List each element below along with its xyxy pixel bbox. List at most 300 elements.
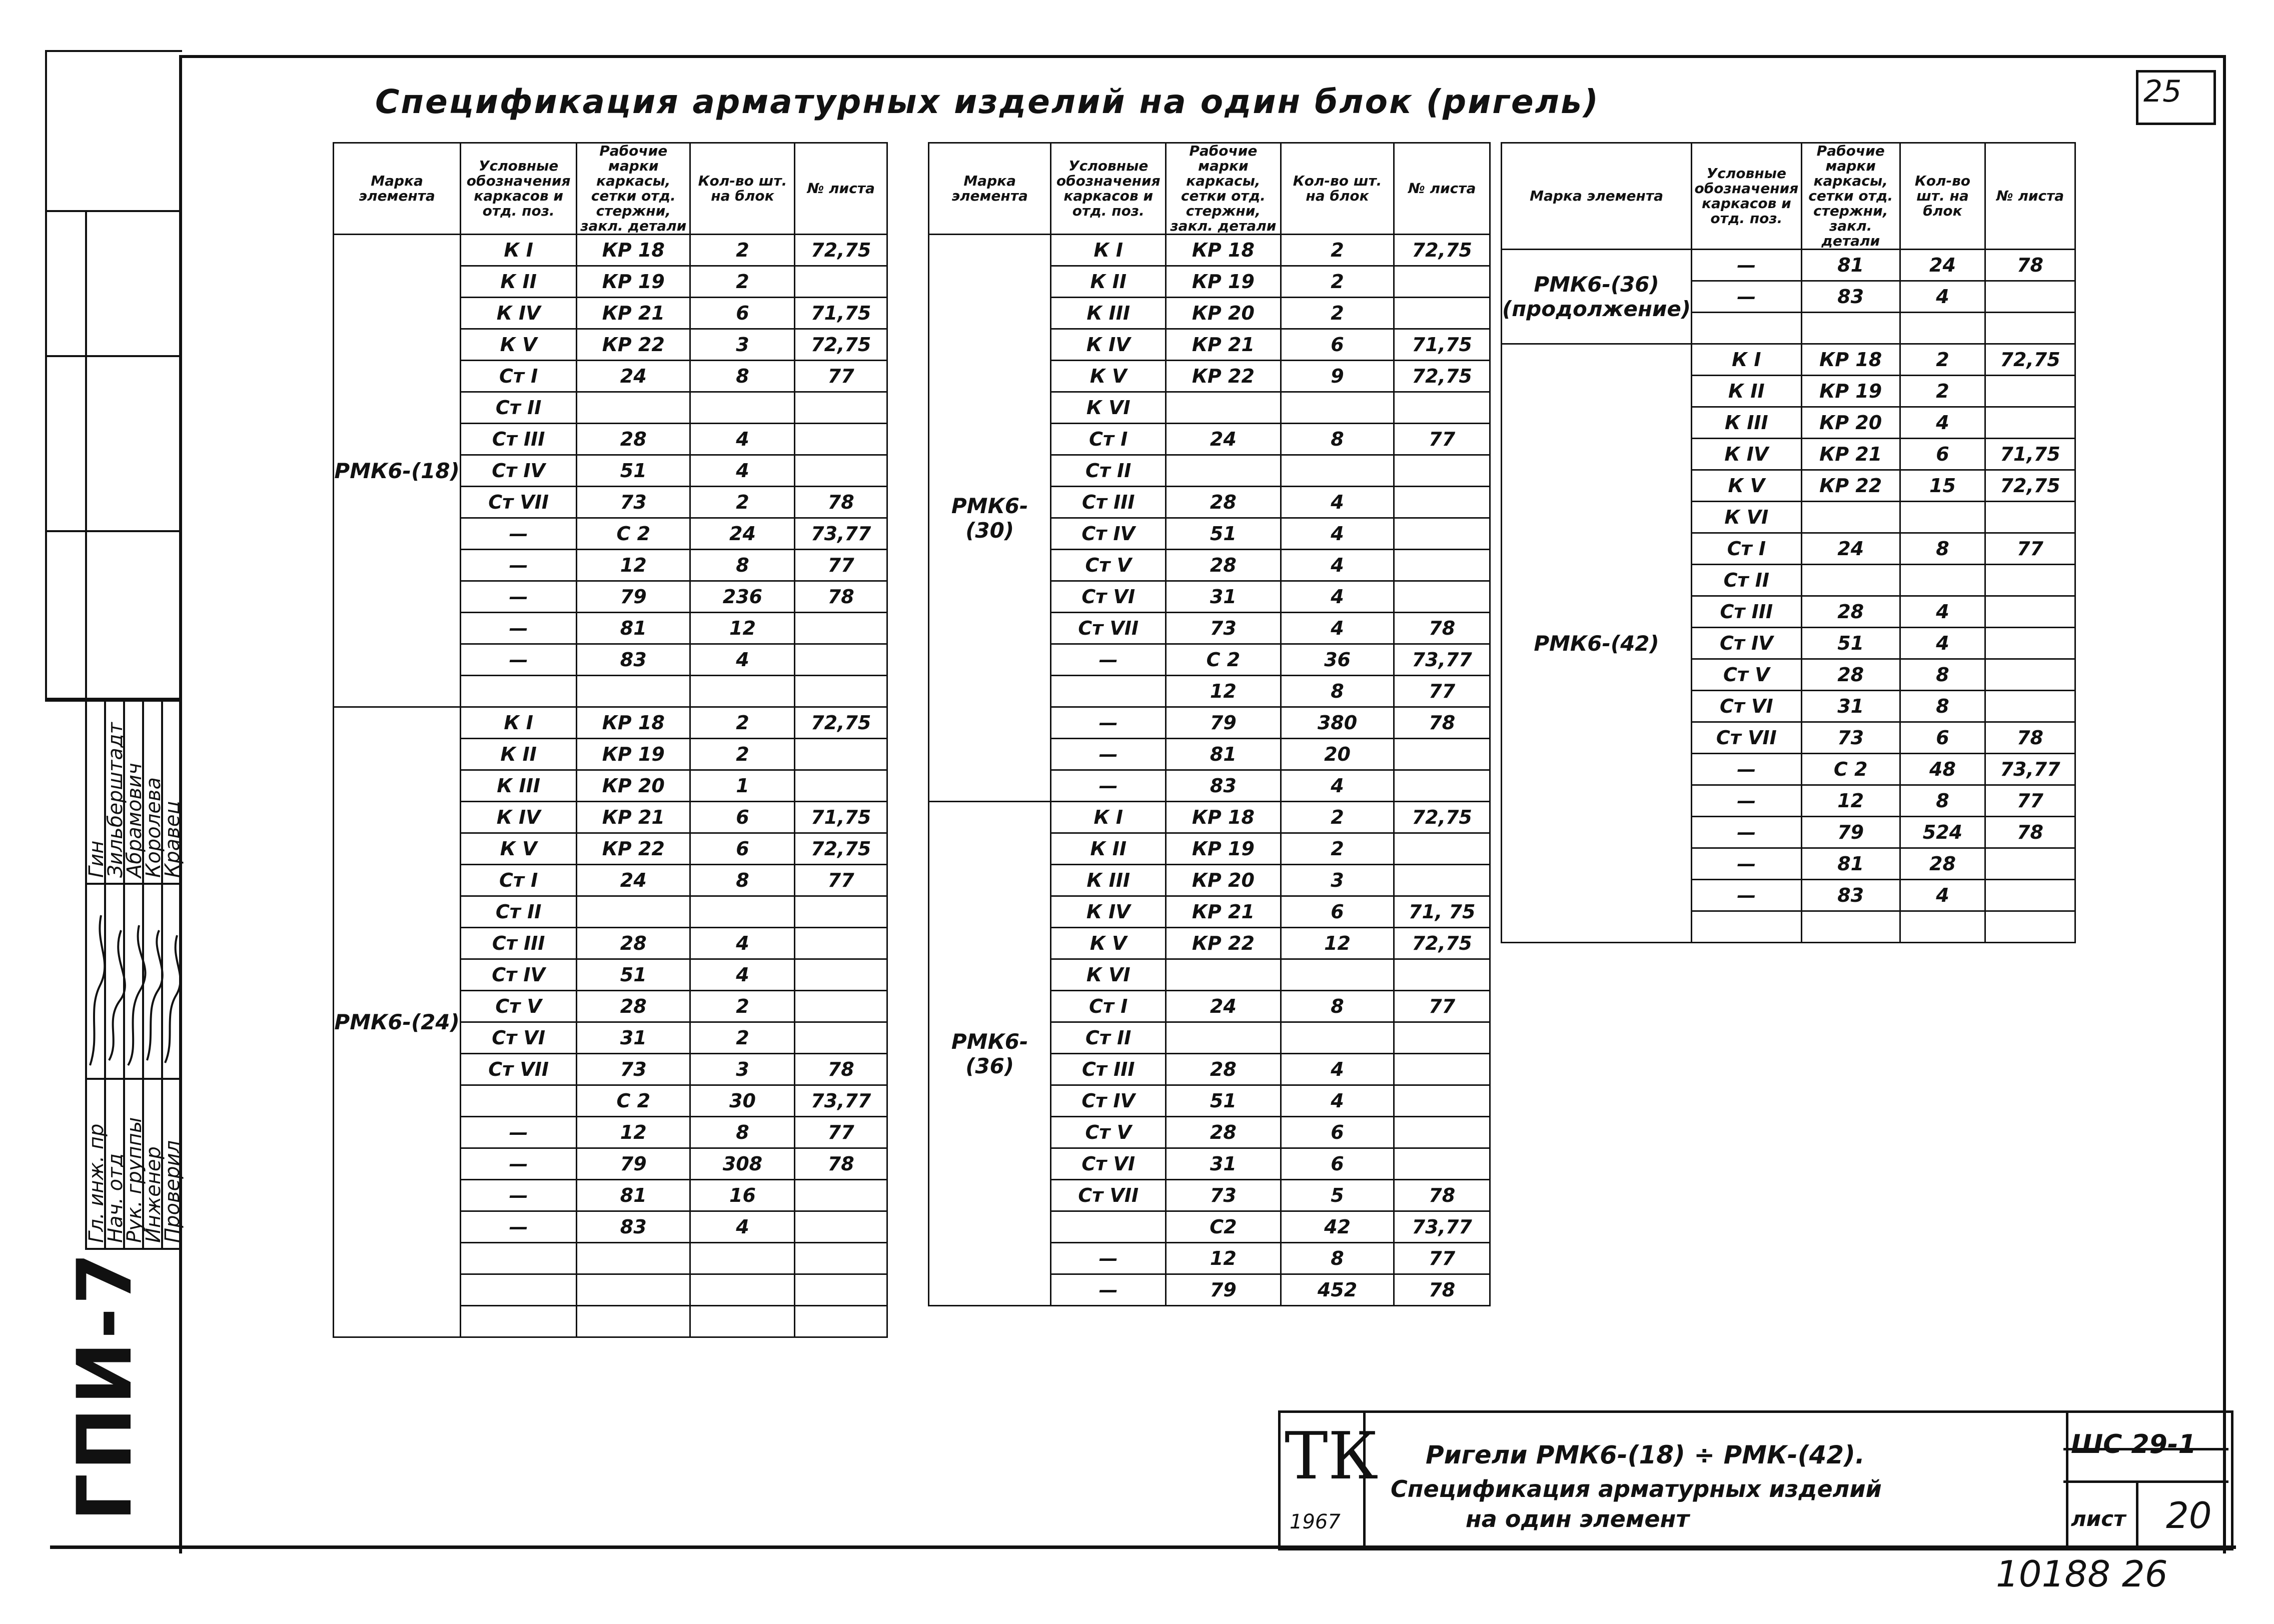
cell-sheet: 78	[1985, 250, 2075, 281]
cell-desig: К VI	[1051, 959, 1166, 991]
cell-desig: Ст V	[461, 991, 577, 1022]
cell-desig: К IV	[1051, 896, 1166, 928]
cell-desig: Ст I	[1051, 424, 1166, 455]
cell-qty: 2	[690, 266, 795, 298]
col-qty-header: Кол-во шт. на блок	[1900, 143, 1985, 250]
cell-desig: Ст III	[1051, 487, 1166, 518]
cell-sheet	[1985, 659, 2075, 691]
cell-sheet: 73,77	[795, 1085, 887, 1117]
spec-table-1	[333, 142, 888, 1338]
cell-desig: Ст V	[1692, 659, 1802, 691]
cell-qty: 8	[1900, 691, 1985, 722]
cell-work: КР 18	[1166, 235, 1281, 266]
page-title: Спецификация арматурных изделий на один блок (ригель)	[375, 83, 1600, 121]
cell-work	[577, 896, 690, 928]
cell-desig	[461, 1085, 577, 1117]
cell-sheet: 72,75	[1394, 928, 1490, 959]
cell-sheet	[1394, 959, 1490, 991]
cell-qty: 5	[1281, 1180, 1394, 1211]
cell-work	[577, 1274, 690, 1306]
cell-work: КР 22	[1166, 928, 1281, 959]
cell-sheet: 72,75	[1394, 235, 1490, 266]
cell-work: КР 19	[1166, 833, 1281, 865]
cell-work: 31	[577, 1022, 690, 1054]
cell-sheet	[1394, 1117, 1490, 1148]
cell-desig: Ст IV	[1692, 628, 1802, 659]
cell-sheet	[795, 1180, 887, 1211]
cell-desig: —	[1051, 707, 1166, 739]
cell-qty: 8	[1900, 659, 1985, 691]
cell-sheet: 77	[795, 550, 887, 581]
cell-work: КР 20	[1166, 865, 1281, 896]
cell-sheet: 78	[795, 487, 887, 518]
cell-qty: 8	[690, 1117, 795, 1148]
cell-qty: 4	[1281, 770, 1394, 802]
cell-qty: 8	[1281, 1243, 1394, 1274]
cell-qty: 6	[1281, 896, 1394, 928]
cell-sheet	[795, 424, 887, 455]
tk-year: 1967	[1290, 1510, 1341, 1533]
cell-desig: —	[1051, 1274, 1166, 1306]
stamp-divider	[45, 530, 180, 532]
cell-sheet: 77	[1394, 424, 1490, 455]
cell-qty	[690, 1306, 795, 1337]
cell-work: 28	[1166, 1117, 1281, 1148]
col-working-marks-header: Рабочие марки каркасы, сетки отд. стержни, закл. детали	[577, 143, 690, 235]
cell-desig: —	[461, 644, 577, 676]
cell-work: 24	[577, 865, 690, 896]
cell-work: 24	[577, 361, 690, 392]
cell-sheet: 72,75	[1985, 344, 2075, 376]
cell-qty: 4	[1281, 518, 1394, 550]
cell-desig: —	[461, 1180, 577, 1211]
cell-sheet	[1394, 739, 1490, 770]
cell-work: 24	[1801, 533, 1900, 565]
cell-qty: 4	[1900, 281, 1985, 313]
cell-sheet: 72,75	[795, 329, 887, 361]
cell-work: КР 19	[1801, 376, 1900, 407]
cell-desig: К V	[1051, 928, 1166, 959]
cell-work: 28	[577, 424, 690, 455]
cell-desig: Ст I	[1692, 533, 1802, 565]
cell-desig: Ст V	[1051, 550, 1166, 581]
cell-qty: 8	[690, 361, 795, 392]
cell-work: С 2	[577, 1085, 690, 1117]
cell-qty: 3	[690, 329, 795, 361]
cell-work: КР 20	[1166, 298, 1281, 329]
element-mark: РМК6-(36) (продолжение)	[1502, 250, 1692, 344]
cell-work	[1166, 959, 1281, 991]
cell-sheet: 71, 75	[1394, 896, 1490, 928]
cell-qty: 16	[690, 1180, 795, 1211]
cell-desig: Ст VI	[461, 1022, 577, 1054]
cell-sheet	[795, 770, 887, 802]
cell-desig: —	[1692, 754, 1802, 785]
cell-qty: 24	[1900, 250, 1985, 281]
cell-desig: —	[461, 1211, 577, 1243]
cell-sheet	[1394, 518, 1490, 550]
cell-desig: —	[1051, 770, 1166, 802]
cell-work: 83	[577, 1211, 690, 1243]
cell-qty: 2	[1281, 235, 1394, 266]
cell-sheet: 72,75	[1394, 802, 1490, 833]
cell-work: КР 21	[1166, 329, 1281, 361]
cell-work: КР 22	[1801, 470, 1900, 502]
cell-sheet: 71,75	[1394, 329, 1490, 361]
cell-qty: 36	[1281, 644, 1394, 676]
cell-desig: К VI	[1692, 502, 1802, 533]
cell-qty: 6	[1281, 1148, 1394, 1180]
cell-work: 28	[577, 928, 690, 959]
cell-desig: Ст II	[1051, 1022, 1166, 1054]
cell-qty	[1900, 313, 1985, 344]
cell-sheet: 77	[1394, 991, 1490, 1022]
cell-work: КР 20	[577, 770, 690, 802]
cell-desig: —	[461, 1148, 577, 1180]
cell-sheet: 72,75	[795, 833, 887, 865]
cell-sheet	[795, 739, 887, 770]
cell-qty: 2	[1281, 833, 1394, 865]
cell-desig: —	[1692, 848, 1802, 880]
cell-qty: 3	[690, 1054, 795, 1085]
col-sheet-header: № листа	[1985, 143, 2075, 250]
cell-work: 83	[1801, 281, 1900, 313]
col-working-marks-header: Рабочие марки каркасы, сетки отд. стержни, закл. детали	[1166, 143, 1281, 235]
cell-work: С 2	[1801, 754, 1900, 785]
cell-work: 28	[1166, 1054, 1281, 1085]
cell-desig: —	[1692, 880, 1802, 911]
cell-work: КР 21	[1801, 439, 1900, 470]
cell-qty: 524	[1900, 817, 1985, 848]
cell-qty: 4	[1281, 613, 1394, 644]
cell-qty: 4	[690, 644, 795, 676]
cell-work: 79	[577, 581, 690, 613]
table-row	[929, 802, 1490, 833]
cell-work: 12	[577, 1117, 690, 1148]
cell-desig: К III	[1051, 298, 1166, 329]
cell-qty: 6	[1900, 722, 1985, 754]
cell-desig: К V	[461, 833, 577, 865]
cell-work: 81	[1801, 250, 1900, 281]
sig-row-line	[85, 698, 180, 700]
spec-table-2	[928, 142, 1491, 1306]
cell-sheet	[1394, 455, 1490, 487]
cell-work: КР 19	[1166, 266, 1281, 298]
cell-desig: —	[461, 581, 577, 613]
cell-sheet	[1394, 865, 1490, 896]
cell-desig: К III	[461, 770, 577, 802]
cell-desig: К IV	[1692, 439, 1802, 470]
cell-desig: К V	[461, 329, 577, 361]
table-row	[334, 707, 887, 739]
cell-work: 81	[1166, 739, 1281, 770]
cell-qty: 4	[690, 424, 795, 455]
cell-qty: 30	[690, 1085, 795, 1117]
sig-row-line	[85, 1078, 180, 1080]
group-rmk6-18	[334, 235, 887, 707]
cell-work: КР 21	[577, 802, 690, 833]
cell-desig: Ст III	[1051, 1054, 1166, 1085]
cell-sheet: 71,75	[795, 298, 887, 329]
cell-desig: Ст I	[461, 361, 577, 392]
cell-desig: К V	[1051, 361, 1166, 392]
cell-sheet: 73,77	[1985, 754, 2075, 785]
cell-sheet	[1394, 1022, 1490, 1054]
cell-work: С 2	[577, 518, 690, 550]
cell-desig: —	[461, 613, 577, 644]
cell-qty: 4	[1900, 407, 1985, 439]
cell-sheet	[1394, 833, 1490, 865]
cell-desig: —	[461, 550, 577, 581]
table-header-row	[929, 143, 1490, 235]
cell-work: 28	[1801, 659, 1900, 691]
cell-sheet: 72,75	[1985, 470, 2075, 502]
tk-logo: ТК	[1285, 1418, 1379, 1494]
title-block-divider	[2063, 1480, 2228, 1483]
name-label: Гин	[85, 840, 108, 878]
cell-work	[577, 1306, 690, 1337]
cell-qty: 20	[1281, 739, 1394, 770]
cell-desig: Ст V	[1051, 1117, 1166, 1148]
col-mark-header: Марка элемента	[1502, 143, 1692, 250]
cell-sheet: 78	[795, 1054, 887, 1085]
cell-work: 28	[1166, 487, 1281, 518]
cell-qty: 28	[1900, 848, 1985, 880]
cell-work: 73	[577, 487, 690, 518]
cell-qty: 6	[690, 833, 795, 865]
cell-desig: К IV	[461, 802, 577, 833]
cell-work	[1801, 502, 1900, 533]
cell-desig	[461, 1274, 577, 1306]
cell-desig: К II	[1051, 266, 1166, 298]
cell-desig: Ст IV	[1051, 518, 1166, 550]
element-mark: РМК6-(24)	[334, 707, 461, 1337]
cell-sheet	[795, 1243, 887, 1274]
group-rmk6-24	[334, 707, 887, 1337]
cell-desig	[1051, 676, 1166, 707]
cell-sheet	[1394, 1054, 1490, 1085]
cell-work: 31	[1801, 691, 1900, 722]
cell-work	[1166, 1022, 1281, 1054]
cell-sheet: 77	[795, 865, 887, 896]
cell-work: КР 18	[577, 707, 690, 739]
cell-desig: К II	[1051, 833, 1166, 865]
cell-qty	[1900, 911, 1985, 943]
table-row	[1502, 344, 2075, 376]
title-block-line3: на один элемент	[1466, 1505, 1690, 1532]
cell-qty: 8	[1281, 424, 1394, 455]
cell-sheet	[795, 266, 887, 298]
cell-sheet	[1985, 848, 2075, 880]
cell-desig: К II	[461, 266, 577, 298]
cell-sheet: 72,75	[1394, 361, 1490, 392]
cell-desig: К I	[1051, 802, 1166, 833]
cell-qty	[1281, 959, 1394, 991]
cell-desig: К IV	[461, 298, 577, 329]
archive-number: 10188 26	[1996, 1553, 2168, 1595]
cell-qty: 12	[1281, 928, 1394, 959]
col-designation-header: Условные обозначения каркасов и отд. поз.	[1051, 143, 1166, 235]
cell-qty: 4	[1281, 1085, 1394, 1117]
cell-work: 83	[577, 644, 690, 676]
cell-work: КР 21	[1166, 896, 1281, 928]
element-mark: РМК6-(18)	[334, 235, 461, 707]
cell-sheet	[1394, 266, 1490, 298]
cell-qty: 2	[690, 487, 795, 518]
role-label: Инженер	[142, 1146, 165, 1243]
name-label: Королева	[142, 777, 165, 878]
cell-qty: 6	[1281, 1117, 1394, 1148]
cell-work: 83	[1801, 880, 1900, 911]
cell-work: 81	[577, 1180, 690, 1211]
cell-sheet	[1985, 911, 2075, 943]
cell-work	[577, 392, 690, 424]
cell-sheet	[795, 896, 887, 928]
cell-qty	[1281, 1022, 1394, 1054]
role-label: Гл. инж. пр	[85, 1123, 108, 1243]
stamp-divider	[45, 210, 180, 212]
cell-qty: 4	[690, 455, 795, 487]
name-label: Кравец	[161, 801, 184, 878]
cell-sheet	[795, 1306, 887, 1337]
cell-desig: Ст III	[461, 424, 577, 455]
cell-desig: Ст VII	[1051, 613, 1166, 644]
cell-sheet	[1985, 596, 2075, 628]
cell-desig: —	[1692, 250, 1802, 281]
cell-work: 79	[1166, 707, 1281, 739]
role-label: Рук. группы	[123, 1117, 146, 1243]
cell-work: 12	[1166, 1243, 1281, 1274]
cell-sheet	[795, 1274, 887, 1306]
cell-qty: 8	[1281, 991, 1394, 1022]
sheet-number: 20	[2166, 1494, 2212, 1536]
cell-desig	[1692, 911, 1802, 943]
cell-desig: К III	[1692, 407, 1802, 439]
col-sheet-header: № листа	[1394, 143, 1490, 235]
title-block-divider	[2136, 1480, 2138, 1545]
cell-qty: 4	[1900, 596, 1985, 628]
cell-work	[1166, 455, 1281, 487]
cell-desig: Ст II	[461, 392, 577, 424]
cell-desig: Ст VII	[1051, 1180, 1166, 1211]
col-mark-header: Марка элемента	[334, 143, 461, 235]
signature-grid	[85, 698, 184, 1248]
cell-work: 51	[577, 455, 690, 487]
cell-qty: 2	[1281, 298, 1394, 329]
cell-desig	[461, 1243, 577, 1274]
cell-sheet	[795, 392, 887, 424]
stamp-divider	[45, 355, 180, 357]
cell-qty: 2	[690, 991, 795, 1022]
role-label: Нач. отд	[104, 1153, 127, 1243]
cell-work	[1801, 911, 1900, 943]
cell-sheet: 71,75	[1985, 439, 2075, 470]
cell-desig: Ст IV	[461, 455, 577, 487]
cell-desig: Ст VI	[1692, 691, 1802, 722]
col-sheet-header: № листа	[795, 143, 887, 235]
cell-qty: 15	[1900, 470, 1985, 502]
cell-work: КР 19	[577, 266, 690, 298]
cell-work: 73	[1166, 613, 1281, 644]
cell-desig	[1692, 313, 1802, 344]
cell-qty: 236	[690, 581, 795, 613]
cell-desig: К II	[461, 739, 577, 770]
cell-sheet	[1985, 691, 2075, 722]
stamp-vertical	[85, 210, 87, 698]
cell-qty	[1281, 392, 1394, 424]
cell-qty	[690, 392, 795, 424]
cell-sheet: 73,77	[1394, 1211, 1490, 1243]
sig-row-line	[85, 883, 180, 885]
cell-sheet	[1394, 298, 1490, 329]
cell-desig: К II	[1692, 376, 1802, 407]
cell-work: 79	[1166, 1274, 1281, 1306]
cell-qty: 8	[1900, 785, 1985, 817]
cell-sheet	[1394, 770, 1490, 802]
cell-work: 51	[1801, 628, 1900, 659]
cell-work: КР 18	[1801, 344, 1900, 376]
cell-sheet: 78	[1394, 1274, 1490, 1306]
col-designation-header: Условные обозначения каркасов и отд. поз.	[1692, 143, 1802, 250]
cell-qty: 24	[690, 518, 795, 550]
cell-qty	[1900, 565, 1985, 596]
cell-work: 12	[1801, 785, 1900, 817]
cell-sheet	[1985, 313, 2075, 344]
cell-sheet: 73,77	[795, 518, 887, 550]
title-block-line2: Спецификация арматурных изделий	[1391, 1475, 1882, 1502]
cell-sheet: 78	[1985, 722, 2075, 754]
cell-qty: 9	[1281, 361, 1394, 392]
cell-qty	[690, 896, 795, 928]
cell-desig: —	[1692, 817, 1802, 848]
sheet-label: лист	[2071, 1506, 2126, 1531]
cell-qty: 48	[1900, 754, 1985, 785]
cell-qty	[1281, 455, 1394, 487]
cell-sheet	[1394, 1148, 1490, 1180]
element-mark: РМК6-(30)	[929, 235, 1051, 802]
table-row	[929, 235, 1490, 266]
name-label: Зильберштадт	[104, 722, 127, 878]
cell-qty: 4	[690, 928, 795, 959]
cell-sheet	[1985, 376, 2075, 407]
table-row	[1502, 250, 2075, 281]
cell-qty: 2	[690, 739, 795, 770]
cell-sheet: 72,75	[795, 235, 887, 266]
cell-sheet: 77	[1985, 785, 2075, 817]
cell-sheet	[795, 644, 887, 676]
cell-desig: —	[1051, 739, 1166, 770]
cell-qty: 4	[1281, 550, 1394, 581]
cell-qty	[1900, 502, 1985, 533]
cell-work: 51	[577, 959, 690, 991]
cell-work: 81	[1801, 848, 1900, 880]
cell-work: КР 22	[577, 833, 690, 865]
cell-work: 73	[1166, 1180, 1281, 1211]
col-designation-header: Условные обозначения каркасов и отд. поз.	[461, 143, 577, 235]
cell-work: КР 18	[577, 235, 690, 266]
cell-qty: 4	[1900, 628, 1985, 659]
cell-work: 51	[1166, 518, 1281, 550]
cell-desig	[1051, 1211, 1166, 1243]
cell-qty: 2	[1900, 344, 1985, 376]
cell-work	[1801, 565, 1900, 596]
cell-desig: К I	[1051, 235, 1166, 266]
cell-sheet	[795, 676, 887, 707]
cell-work: КР 21	[577, 298, 690, 329]
cell-sheet	[795, 928, 887, 959]
cell-work: 28	[577, 991, 690, 1022]
cell-desig: Ст II	[1692, 565, 1802, 596]
